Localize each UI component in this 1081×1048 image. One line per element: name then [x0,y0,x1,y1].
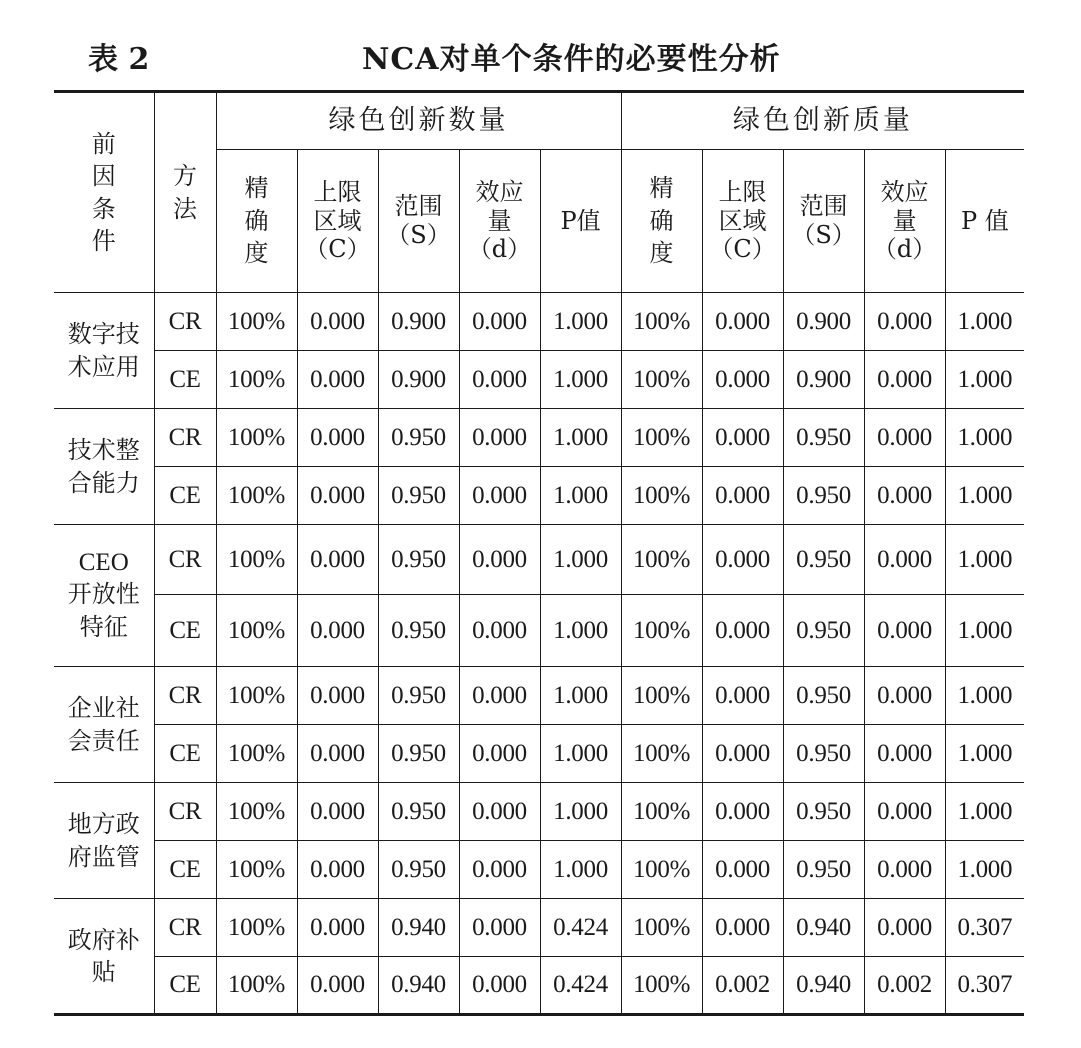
value-cell: 0.940 [783,899,864,957]
value-cell: 0.307 [945,899,1024,957]
value-cell: 0.000 [459,467,540,525]
value-cell: 100% [216,957,297,1015]
value-cell: 0.000 [864,293,945,351]
value-cell: 0.000 [702,351,783,409]
value-cell: 0.900 [783,351,864,409]
method-cell: CE [154,351,216,409]
value-cell: 100% [621,725,702,783]
value-cell: 0.000 [297,899,378,957]
value-cell: 0.940 [378,957,459,1015]
value-cell: 0.000 [702,525,783,595]
value-cell: 0.000 [864,899,945,957]
table-row [54,595,1024,667]
value-cell: 0.000 [459,725,540,783]
value-cell: 1.000 [945,841,1024,899]
value-cell: 1.000 [540,841,621,899]
value-cell: 0.950 [783,725,864,783]
header-accuracy: 精确度 [621,150,702,293]
value-cell: 1.000 [945,467,1024,525]
value-cell: 0.000 [297,409,378,467]
value-cell: 100% [216,783,297,841]
value-cell: 0.002 [864,957,945,1015]
value-cell: 0.000 [702,409,783,467]
condition-cell: 数字技术应用 [54,293,154,409]
value-cell: 0.000 [864,595,945,667]
value-cell: 0.950 [378,725,459,783]
value-cell: 0.950 [783,667,864,725]
value-cell: 0.000 [459,667,540,725]
value-cell: 0.000 [864,409,945,467]
value-cell: 100% [216,525,297,595]
value-cell: 0.000 [297,467,378,525]
method-cell: CE [154,957,216,1015]
value-cell: 100% [216,409,297,467]
value-cell: 0.950 [378,467,459,525]
value-cell: 100% [621,351,702,409]
value-cell: 0.424 [540,957,621,1015]
value-cell: 0.000 [864,841,945,899]
value-cell: 100% [216,841,297,899]
value-cell: 0.000 [864,725,945,783]
method-cell: CE [154,467,216,525]
value-cell: 0.000 [297,667,378,725]
table-row [54,841,1024,899]
value-cell: 0.000 [297,783,378,841]
header-antecedent: 前因条件 [54,92,154,293]
method-cell: CR [154,293,216,351]
value-cell: 0.000 [459,409,540,467]
value-cell: 0.950 [783,783,864,841]
value-cell: 100% [621,841,702,899]
value-cell: 0.000 [702,595,783,667]
header-scope: 范围 （S） [378,150,459,293]
value-cell: 0.002 [702,957,783,1015]
value-cell: 0.000 [864,525,945,595]
value-cell: 0.000 [459,595,540,667]
value-cell: 0.950 [378,841,459,899]
value-cell: 1.000 [945,725,1024,783]
value-cell: 0.000 [459,525,540,595]
value-cell: 0.000 [459,841,540,899]
condition-cell: 政府补贴 [54,899,154,1015]
header-scope: 范围 （S） [783,150,864,293]
header-p-value: P值 [540,150,621,293]
condition-cell: 地方政府监管 [54,783,154,899]
method-cell: CR [154,525,216,595]
table-row [54,467,1024,525]
value-cell: 0.950 [378,525,459,595]
value-cell: 1.000 [945,783,1024,841]
value-cell: 0.000 [297,525,378,595]
value-cell: 0.000 [297,841,378,899]
value-cell: 0.000 [864,351,945,409]
value-cell: 100% [216,467,297,525]
table-row [54,899,1024,957]
header-row-groups [54,92,1024,150]
value-cell: 1.000 [540,725,621,783]
value-cell: 0.000 [459,351,540,409]
value-cell: 100% [621,293,702,351]
value-cell: 0.950 [378,783,459,841]
table-row [54,409,1024,467]
condition-cell: CEO 开放性特征 [54,525,154,667]
value-cell: 1.000 [540,293,621,351]
value-cell: 100% [621,467,702,525]
condition-cell: 企业社会责任 [54,667,154,783]
value-cell: 100% [621,899,702,957]
value-cell: 0.000 [297,351,378,409]
value-cell: 0.000 [702,667,783,725]
value-cell: 0.000 [297,957,378,1015]
table-label: 表 2 [88,42,150,77]
table-row [54,725,1024,783]
value-cell: 100% [216,899,297,957]
value-cell: 0.000 [702,725,783,783]
value-cell: 100% [621,957,702,1015]
table-row [54,525,1024,595]
header-p-value: P 值 [945,150,1024,293]
value-cell: 1.000 [540,467,621,525]
nca-necessity-table [54,90,1024,1016]
value-cell: 1.000 [540,595,621,667]
value-cell: 0.940 [378,899,459,957]
value-cell: 0.950 [783,467,864,525]
value-cell: 0.424 [540,899,621,957]
method-cell: CR [154,783,216,841]
value-cell: 100% [621,525,702,595]
condition-cell: 技术整合能力 [54,409,154,525]
value-cell: 1.000 [540,783,621,841]
value-cell: 0.950 [378,595,459,667]
header-group-quantity: 绿色创新数量 [216,92,621,150]
value-cell: 0.000 [459,899,540,957]
value-cell: 0.950 [783,595,864,667]
value-cell: 1.000 [945,525,1024,595]
value-cell: 0.000 [702,841,783,899]
value-cell: 0.000 [297,293,378,351]
header-effect: 效应 量 （d） [459,150,540,293]
method-cell: CR [154,409,216,467]
table-row [54,293,1024,351]
value-cell: 100% [216,725,297,783]
value-cell: 0.900 [378,351,459,409]
value-cell: 0.000 [864,667,945,725]
value-cell: 0.000 [702,467,783,525]
value-cell: 1.000 [945,667,1024,725]
method-cell: CR [154,899,216,957]
value-cell: 0.000 [864,783,945,841]
value-cell: 100% [621,667,702,725]
value-cell: 1.000 [540,667,621,725]
value-cell: 1.000 [540,351,621,409]
value-cell: 0.950 [378,667,459,725]
method-cell: CE [154,725,216,783]
value-cell: 100% [621,595,702,667]
header-ceiling: 上限 区域 （C） [297,150,378,293]
value-cell: 100% [621,409,702,467]
value-cell: 100% [216,667,297,725]
header-effect: 效应 量 （d） [864,150,945,293]
table-row [54,957,1024,1015]
value-cell: 1.000 [945,595,1024,667]
value-cell: 0.900 [783,293,864,351]
value-cell: 0.000 [297,595,378,667]
value-cell: 0.950 [783,841,864,899]
table-title: NCA对单个条件的必要性分析 [362,42,781,77]
header-group-quality: 绿色创新质量 [621,92,1024,150]
value-cell: 0.000 [459,957,540,1015]
table-row [54,783,1024,841]
value-cell: 1.000 [540,525,621,595]
method-cell: CE [154,841,216,899]
value-cell: 100% [621,783,702,841]
value-cell: 100% [216,293,297,351]
header-accuracy: 精确度 [216,150,297,293]
value-cell: 100% [216,595,297,667]
value-cell: 0.950 [378,409,459,467]
value-cell: 1.000 [945,293,1024,351]
table-row [54,667,1024,725]
value-cell: 1.000 [945,351,1024,409]
value-cell: 0.000 [459,783,540,841]
method-cell: CR [154,667,216,725]
value-cell: 0.950 [783,525,864,595]
value-cell: 0.900 [378,293,459,351]
value-cell: 0.000 [864,467,945,525]
value-cell: 0.000 [459,293,540,351]
table-row [54,351,1024,409]
value-cell: 0.000 [297,725,378,783]
header-ceiling: 上限 区域 （C） [702,150,783,293]
value-cell: 0.307 [945,957,1024,1015]
value-cell: 0.950 [783,409,864,467]
value-cell: 1.000 [945,409,1024,467]
value-cell: 100% [216,351,297,409]
value-cell: 1.000 [540,409,621,467]
value-cell: 0.000 [702,899,783,957]
value-cell: 0.000 [702,783,783,841]
value-cell: 0.000 [702,293,783,351]
header-method: 方法 [154,92,216,293]
value-cell: 0.940 [783,957,864,1015]
method-cell: CE [154,595,216,667]
